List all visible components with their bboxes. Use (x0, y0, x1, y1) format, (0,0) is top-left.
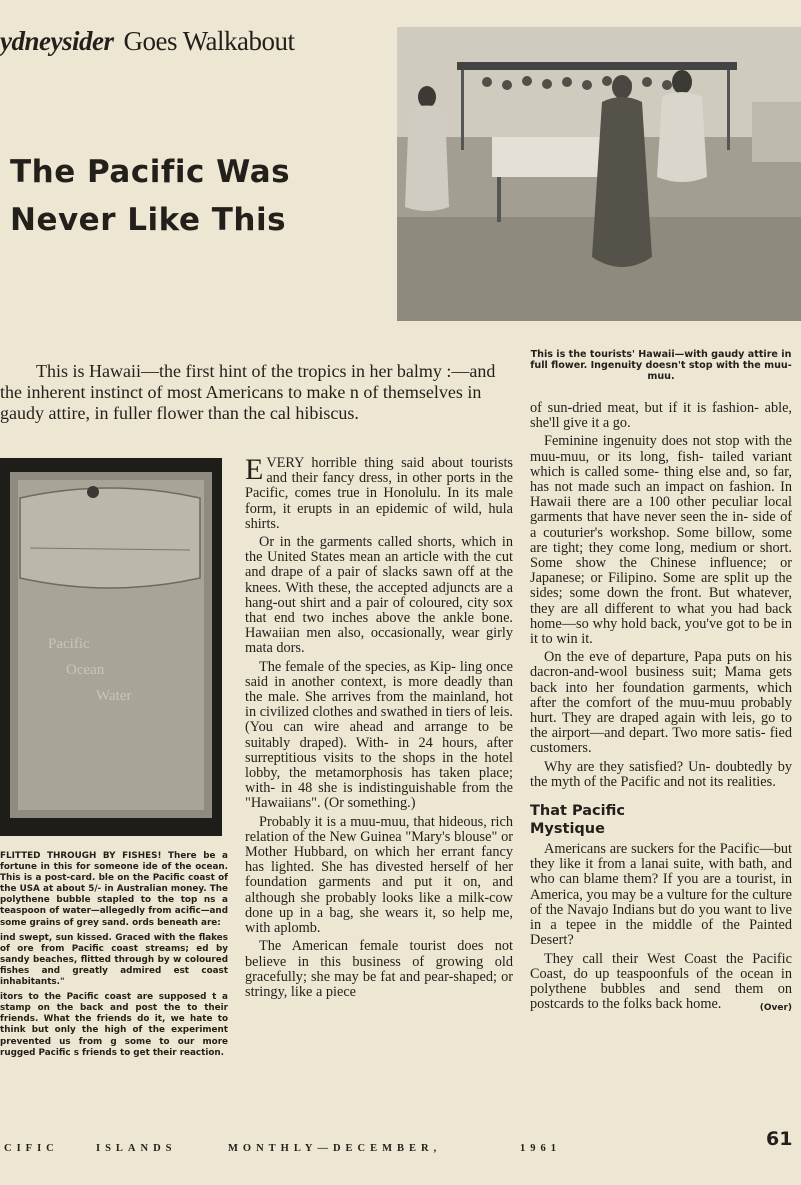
article-column-2 (245, 453, 513, 1003)
continued-over-link[interactable]: (Over) (759, 1003, 792, 1014)
article-column-3 (530, 401, 792, 1016)
article-paragraph: The female of the species, as Kip- ling once said in another context, is more deadly than the male. She arrives from the mainland, hot in civilized clothes and swathed in tiers of leis. (You can wire ahead and arrange to be suitably draped). With- in 24 hours, after surreptitious visits to the shops in the hotel lobby, the metamorphosis has taken place; with- in 48 she is indistinguishable from the "Hawaiians". (Or something.) (245, 658, 513, 812)
section-subheading (530, 802, 792, 838)
masthead-suffix: Goes Walkabout (123, 26, 295, 56)
footer-publication-part1: CIFIC (4, 1143, 59, 1154)
postcard-photo (0, 458, 222, 836)
masthead-title: ydneysider (0, 26, 114, 56)
postcard-text-pacific: Pacific (48, 636, 90, 652)
headline-line-1: The Pacific Was (10, 154, 291, 190)
intro-paragraph: This is Hawaii—the first hint of the tropics in her balmy :—and the inherent instinct of most Americans to make n of themselves in gaudy attire, in fuller flower than the cal hibiscus. (0, 361, 496, 423)
article-paragraph: Or in the garments called shorts, which in the United States mean an article with the cut and drape of a pair of slacks sawn off at the knees. With these, the accepted adjuncts are a hang-out shirt and a pair of coloured, city sox that end two inches above the ankle bone. Hawaiian men also, occasionally, wear girly mata dors. (245, 534, 513, 657)
page-number: 61 (766, 1128, 793, 1150)
footer-publication-part3: MONTHLY—DECEMBER, (228, 1143, 442, 1154)
article-paragraph: Americans are suckers for the Pacific—but they like it from a lanai suite, with bath, and who can blame them? If you are a tourist, in America, you may be a vulture for the culture of the Navajo Indians but do you want to live in a tepee in the middle of the Painted Desert? (530, 841, 792, 949)
masthead (0, 26, 295, 57)
subheading-line-1: That Pacific (530, 803, 625, 820)
postcard-caption-p3: itors to the Pacific coast are supposed t a stamp on the back and post the to their friends. What the friends do it, we hate to think but only the high of the experiment prevented us from g some to our more rugged Pacific s friends to get their reaction. (0, 992, 228, 1058)
article-paragraph: On the eve of departure, Papa puts on his dacron-and-wool business suit; Mama gets back into her foundation garments, which after the comfort of the muu-muu probably hurt. They are draped again with leis, go to the airport—and depart. Two more satis- fied customers. (530, 649, 792, 757)
article-paragraph (245, 453, 513, 532)
article-paragraph-text: They call their West Coast the Pacific Coast, do up teaspoonfuls of the ocean in polythene bubbles and send them on postcards to the folks back home. (530, 950, 792, 1013)
footer-publication-part2: ISLANDS (96, 1143, 177, 1154)
footer-year: 1961 (520, 1143, 561, 1154)
article-paragraph: Probably it is a muu-muu, that hideous, rich relation of the New Guinea "Mary's blouse" or Mother Hubbard, on which her errant fancy has lighted. She has divested herself of her foundation garments and put it on, and although she probably looks like a milk-cow done up in a bag, she wears it, so help me, with aplomb. (245, 813, 513, 937)
article-paragraph (530, 952, 792, 1013)
postcard-text-ocean: Ocean (66, 662, 105, 678)
page-title (10, 148, 390, 244)
headline-line-2: Never Like This (10, 202, 287, 238)
article-paragraph: Why are they satisfied? Un- doubtedly by the myth of the Pacific and not its realities. (530, 758, 792, 790)
photo-caption: This is the tourists' Hawaii—with gaudy attire in full flower. Ingenuity doesn't stop with the muu-muu. (530, 349, 792, 382)
article-paragraph: Feminine ingenuity does not stop with the muu-muu, or its long, fish- tailed variant which is called some- thing else and, so far, has not made such an impact on fashion. In Hawaii there are a 100 other peculiar local garments that have never seen the in- side of a couturier's workshop. Some billow, some are tight; they come long, medium or short. Some show the Chinese influence; or Japanese; or Filipino. Some are split up the sides; some down the front. But whatever, they are all different to what you had back home—so why hold back, you've got to be in it to win it. (530, 433, 792, 648)
subheading-line-2: Mystique (530, 821, 605, 838)
postcard-text-water: Water (96, 688, 132, 704)
article-paragraph: The American female tourist does not believe in this business of growing old gracefully; she may be fat and pear-shaped; or stringy, like a piece (245, 938, 513, 1000)
drop-cap: E (245, 453, 264, 486)
tourists-photo (397, 27, 801, 321)
article-paragraph: of sun-dried meat, but if it is fashion- able, she'll give it a go. (530, 400, 792, 432)
postcard-caption-p1: FLITTED THROUGH BY FISHES! There be a fortune in this for someone ide of the ocean. This is a post-card. ble on the Pacific coast of the USA at about 5/- in Australian money. The polythene bubble stapled to the top ns a teaspoon of water—allegedly from acific—and some grains of grey sand. ords beneath are: (0, 851, 228, 928)
article-paragraph-text: VERY horrible thing said about tourists and their fancy dress, in other ports in the Pacific, comes true in Honolulu. In its male form, it erupts in an epidemic of wild, hula shirts. (245, 455, 513, 532)
postcard-caption (0, 851, 228, 1063)
postcard-caption-p2: ind swept, sun kissed. Graced with the flakes of ore from Pacific coast streams; ed by sandy beaches, flitted through by w coloured fishes and greatly admired est coast inhabitants." (0, 932, 228, 988)
